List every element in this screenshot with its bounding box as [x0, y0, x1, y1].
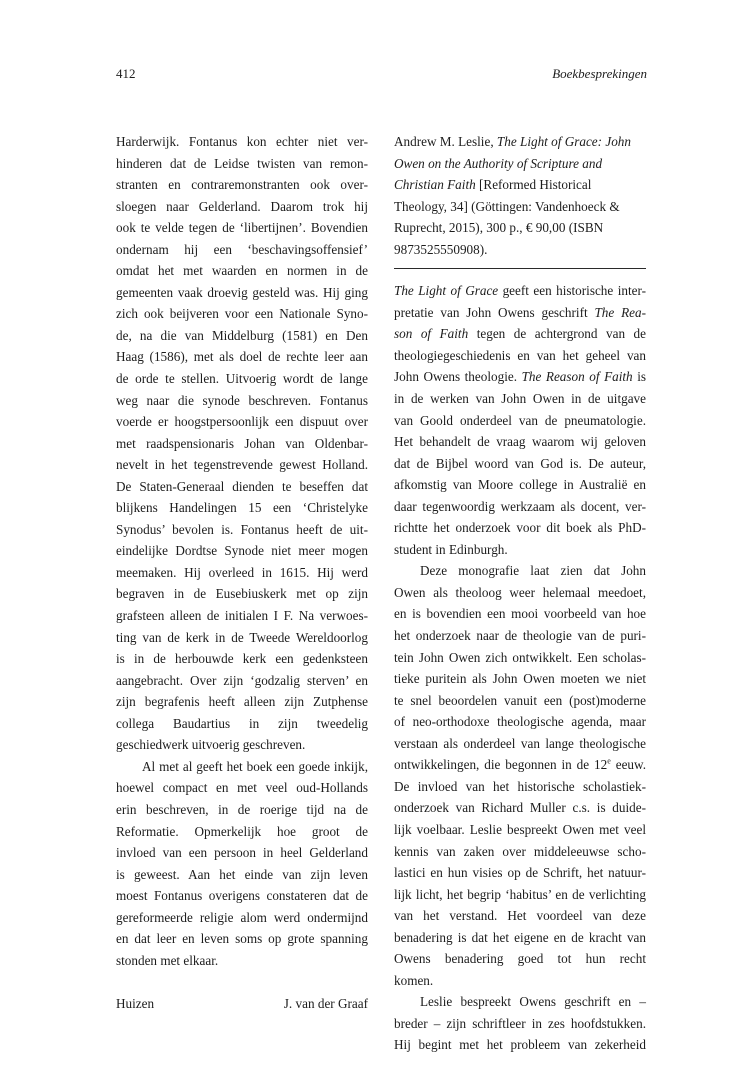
text-line: komen.: [394, 972, 434, 988]
text-line: het onderzoek naar de theologie van de puri-: [394, 628, 646, 644]
text-line: begraven in de Eusebiuskerk met op zijn: [116, 586, 368, 602]
text-line: theologiegeschiedenis en van het geheel van: [394, 347, 646, 363]
italic-title: The Reason of Faith: [521, 369, 633, 385]
text-line: nevelt in het tegenstrevende gewest Holland.: [116, 457, 368, 473]
text-line: ook te velde tegen de ‘libertijnen’. Bovendien: [116, 220, 368, 236]
text-line: daar tegenwoordig werkzaam als docent, ver-: [394, 498, 646, 514]
italic-title: The Rea-: [594, 304, 646, 320]
text-line: breder – zijn schriftleer in zes hoofdstukken.: [394, 1015, 646, 1031]
text-line: eindelijke Dordtse Synode niet meer mogen: [116, 543, 368, 559]
text-run: pretatie van John Owens geschrift: [394, 304, 595, 320]
text-line: en is bovendien een mooi voorbeeld van hoe: [394, 606, 646, 622]
text-line: is in de herbouwde kerk een gedenksteen: [116, 651, 368, 667]
text-line: [394, 754, 646, 776]
left-paragraph-1: [116, 131, 368, 756]
reviewer-signature: [116, 993, 368, 1015]
text-line: invloed van een persoon in heel Gelderland: [116, 845, 368, 861]
text-line: Haag (1586), met als doel de rechte leer aan: [116, 349, 368, 365]
right-paragraph-1: [394, 280, 646, 560]
text-line: Owen als theoloog weer helemaal meedoet,: [394, 584, 646, 600]
text-line: Theology, 34] (Göttingen: Vandenhoeck &: [394, 198, 620, 214]
text-line: van Goold onderdeel van de pneumatologie.: [394, 412, 646, 428]
text-run: tegen de achtergrond van de: [468, 326, 646, 342]
right-paragraph-3: [394, 991, 646, 1056]
text-line: richtte het onderzoek voor dit boek als PhD-: [394, 520, 646, 536]
text-line: kennis van zaken over middeleeuwse scho-: [394, 843, 646, 859]
text-line: van het verstand. Het voordeel van deze: [394, 908, 646, 924]
superscript: e: [607, 756, 611, 766]
text-line: [394, 280, 646, 302]
text-line: te snel beoordelen vanuit een (post)moderne: [394, 692, 646, 708]
text-line: geschiedwerk uitvoerig geschreven.: [116, 737, 306, 753]
text-line: zijn begrafenis heeft alleen zijn Zutphense: [116, 694, 368, 710]
book-author: Andrew M. Leslie,: [394, 134, 497, 149]
text-line: collega Baudartius in zijn tweedelig: [116, 715, 368, 731]
text-line: aangebracht. Over zijn ‘godzalig sterven’ en: [116, 672, 368, 688]
text-line: ting van de kerk in de Tweede Wereldoorlog: [116, 629, 368, 645]
text-line: voerde er hoogstpersoonlijk een dispuut over: [116, 414, 368, 430]
text-line: Owens benadering goed tot hun recht: [394, 951, 646, 967]
divider-rule: [394, 268, 646, 269]
text-line: meemaken. Hij overleed in 1615. Hij werd: [116, 564, 368, 580]
text-run: geeft een historische inter-: [498, 283, 646, 299]
text-line: met raadspensionaris Johan van Oldenbar-: [116, 435, 368, 451]
text-run: John Owens theologie.: [394, 369, 522, 385]
text-line: gereformeerde religie alom werd ondermijnd: [116, 909, 368, 925]
text-line: sloegen naar Gelderland. Daarom trok hij: [116, 198, 368, 214]
text-line: verstaan als onderdeel van lange theologische: [394, 735, 646, 751]
text-line: [394, 131, 646, 153]
text-line: stranten en contraremonstranten ook over-: [116, 177, 368, 193]
text-line: ondernam hij een ‘beschavingsoffensief’: [116, 241, 368, 257]
text-line: dat de Bijbel woord van God is. De auteur,: [394, 455, 646, 471]
text-line: weg naar die synode beschreven. Fontanus: [116, 392, 368, 408]
text-line: Ruprecht, 2015), 300 p., € 90,00 (ISBN: [394, 220, 604, 236]
text-line: grafsteen alleen de initialen I F. Na verwoes-: [116, 608, 368, 624]
text-line: [394, 323, 646, 345]
text-line: [394, 153, 646, 175]
text-line: benadering is dat het eigene en de kracht van: [394, 929, 646, 945]
text-line: erin beschreven, in de roerige tijd na de: [116, 801, 368, 817]
italic-title: son of Faith: [394, 326, 469, 342]
text-line: de, na die van Middelburg (1581) en Den: [116, 327, 368, 343]
text-line: lastici en hun visies op de Schrift, het natuur-: [394, 865, 646, 881]
text-line: Harderwijk. Fontanus kon echter niet ver-: [116, 134, 368, 149]
text-line: De Staten-Generaal dienden te beseffen dat: [116, 478, 368, 494]
text-line: tein John Owen zich ontwikkelt. Een scholas-: [394, 649, 646, 665]
book-reference: [394, 131, 646, 260]
text-line: 9873525550908).: [394, 241, 488, 257]
book-title: Owen on the Authority of Scripture and: [394, 155, 603, 171]
text-line: lijk voelbaar. Leslie bespreekt Owen met veel: [394, 821, 646, 837]
text-line: in de werken van John Owen in de uitgave: [394, 391, 646, 407]
book-title: Christian Faith: [394, 177, 476, 193]
text-line: en dat leer en leven soms op grote spanning: [116, 931, 368, 947]
page-number: 412: [116, 66, 136, 81]
text-line: Het behandelt de vraag waarom wij geloven: [394, 434, 646, 450]
text-line: [394, 366, 646, 388]
text-line: tieke puritein als John Owen moeten we niet: [394, 671, 646, 687]
text-line: Al met al geeft het boek een goede inkijk,: [142, 758, 368, 774]
text-line: Deze monografie laat zien dat John: [420, 563, 646, 579]
text-line: de orde te stellen. Uitvoerig wordt de lange: [116, 371, 368, 387]
book-title: The Light of Grace: John: [496, 134, 631, 149]
text-line: of neo-orthodoxe theologische agenda, maar: [394, 714, 646, 730]
italic-title: The Light of Grace: [394, 283, 499, 299]
text-line: is geweest. Aan het einde van zijn leven: [116, 866, 368, 882]
text-run: eeuw.: [610, 757, 646, 773]
text-line: hinderen dat de Leidse twisten van remon-: [116, 155, 368, 171]
text-run: is: [632, 369, 647, 385]
text-line: moest Fontanus overigens constateren dat de: [116, 888, 368, 904]
text-line: zich ook beijveren voor een Nationale Syno-: [116, 306, 368, 322]
text-line: [394, 174, 646, 196]
text-line: De invloed van het historische scholastiek-: [394, 778, 646, 794]
signature-author: J. van der Graaf: [283, 995, 368, 1011]
right-paragraph-2: [394, 560, 646, 991]
text-line: student in Edinburgh.: [394, 541, 508, 557]
text-line: lijk licht, het begrip ‘habitus’ en de verlichting: [394, 886, 646, 902]
left-column: [116, 131, 368, 1014]
text-line: stonden met elkaar.: [116, 952, 219, 968]
running-head-section-title: Boekbesprekingen: [552, 66, 647, 81]
right-column: [394, 131, 646, 1056]
text-line: onderzoek van Richard Muller c.s. is duide-: [394, 800, 646, 816]
text-line: Reformatie. Opmerkelijk hoe groot de: [116, 823, 368, 839]
text-line: Synodus’ bevolen is. Fontanus heeft de uit-: [116, 521, 368, 537]
text-run: ontwikkelingen, die begonnen in de 12: [394, 757, 608, 773]
left-paragraph-2: [116, 756, 368, 971]
text-line: gemeenten vaak droevig gesteld was. Hij ging: [116, 284, 368, 300]
text-line: afkomstig van Moore college in Australië en: [394, 477, 646, 493]
book-details: [Reformed Historical: [475, 177, 592, 193]
text-line: hoewel compact en met veel oud-Hollands: [116, 780, 368, 796]
text-line: Leslie bespreekt Owens geschrift en –: [420, 994, 646, 1010]
text-line: [394, 302, 646, 324]
text-line: blijkens Handelingen 15 een ‘Christelyke: [116, 500, 368, 516]
signature-place: Huizen: [116, 995, 155, 1011]
text-line: Hij begint met het probleem van zekerheid: [394, 1037, 646, 1053]
text-line: omdat het met waarden en normen in de: [116, 263, 368, 279]
